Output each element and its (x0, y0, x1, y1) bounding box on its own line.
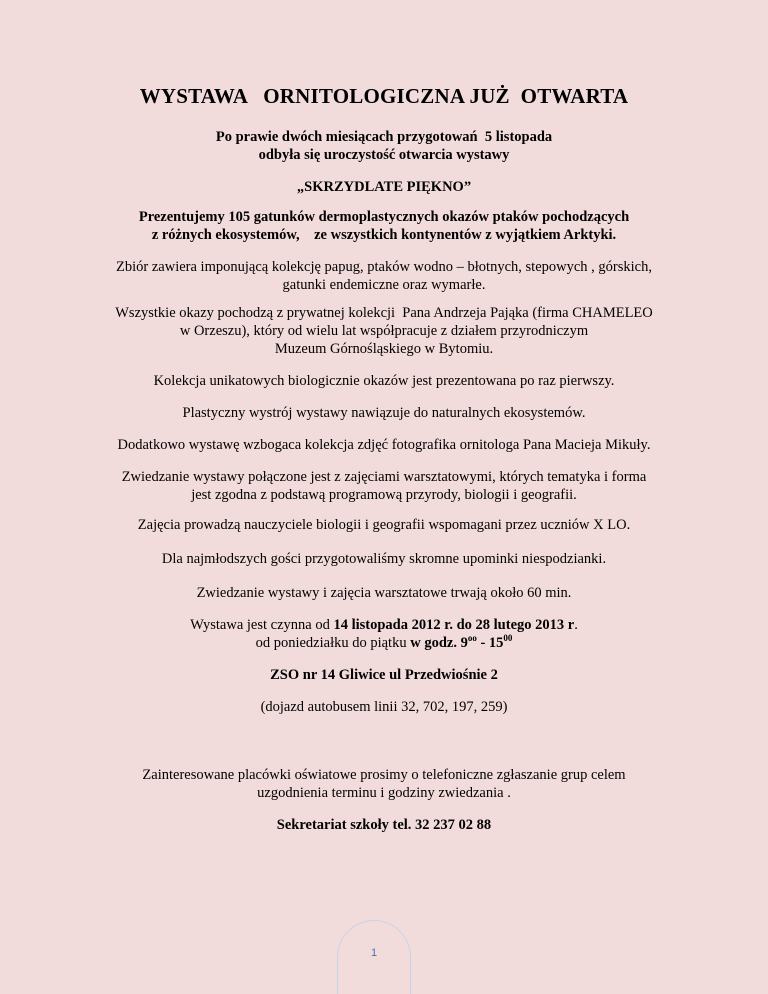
duration-paragraph: Zwiedzanie wystawy i zajęcia warsztatowe trwają około 60 min. (196, 585, 572, 601)
page-number: 1 (337, 920, 411, 994)
origin-line-1: Wszystkie okazy pochodzą z prywatnej kolekcji Pana Andrzeja Pająka (firma CHAMELEO (115, 305, 653, 321)
collection-paragraph (60, 258, 708, 294)
schedule-paragraph (60, 616, 708, 652)
gifts-paragraph: Dla najmłodszych gości przygotowaliśmy skromne upominki niespodzianki. (161, 551, 607, 567)
schedule-hours-end-sup: 00 (503, 633, 513, 644)
species-paragraph (60, 208, 708, 244)
schedule-hours-start-sup: oo (467, 633, 477, 644)
schedule-line-2 (60, 634, 708, 652)
schedule-days: od poniedziałku do piątku (255, 635, 411, 651)
teachers-paragraph: Zajęcia prowadzą nauczyciele biologii i geografii wspomagani przez uczniów X LO. (137, 517, 631, 533)
unique-paragraph: Kolekcja unikatowych biologicznie okazów jest prezentowana po raz pierwszy. (153, 373, 615, 389)
transport-note: (dojazd autobusem linii 32, 702, 197, 259) (260, 699, 508, 715)
school-phone: Sekretariat szkoły tel. 32 237 02 88 (276, 817, 492, 833)
schedule-period: . (574, 617, 578, 633)
decor-paragraph: Plastyczny wystrój wystawy nawiązuje do naturalnych ekosystemów. (182, 405, 586, 421)
schedule-dates: 14 listopada 2012 r. do 28 lutego 2013 r (333, 617, 575, 633)
species-line-1: Prezentujemy 105 gatunków dermoplastycznych okazów ptaków pochodzących (138, 209, 630, 225)
origin-line-2: w Orzeszu), który od wielu lat współpracuje z działem przyrodniczym (179, 323, 589, 339)
schedule-prefix: Wystawa jest czynna od (190, 617, 334, 633)
intro-line-2: odbyła się uroczystość otwarcia wystawy (258, 147, 510, 163)
origin-line-3: Muzeum Górnośląskiego w Bytomiu. (274, 341, 494, 357)
address: ZSO nr 14 Gliwice ul Przedwiośnie 2 (270, 667, 498, 683)
page-title: WYSTAWA ORNITOLOGICZNA JUŻ OTWARTA (139, 84, 629, 108)
photos-paragraph: Dodatkowo wystawę wzbogaca kolekcja zdjęć fotografika ornitologa Pana Macieja Mikuły. (117, 437, 651, 453)
workshops-paragraph (60, 468, 708, 504)
workshops-line-1: Zwiedzanie wystawy połączone jest z zajęciami warsztatowymi, których tematyka i forma (121, 469, 647, 485)
intro-paragraph (60, 128, 708, 164)
intro-line-1: Po prawie dwóch miesiącach przygotowań 5 listopada (215, 129, 553, 145)
exhibition-name: „SKRZYDLATE PIĘKNO” (296, 179, 472, 195)
collection-line-1: Zbiór zawiera imponującą kolekcję papug, ptaków wodno – błotnych, stepowych , górskich, (116, 259, 652, 275)
contact-paragraph (60, 766, 708, 802)
species-line-2: z różnych ekosystemów, ze wszystkich kontynentów z wyjątkiem Arktyki. (151, 227, 617, 243)
schedule-line-1 (60, 616, 708, 634)
contact-line-1: Zainteresowane placówki oświatowe prosimy o telefoniczne zgłaszanie grup celem (142, 767, 626, 783)
schedule-hours-prefix: w godz. 9 (410, 635, 468, 651)
schedule-hours-sep: - 15 (476, 635, 504, 651)
collection-line-2: gatunki endemiczne oraz wymarłe. (282, 277, 486, 293)
workshops-line-2: jest zgodna z podstawą programową przyrody, biologii i geografii. (191, 487, 577, 503)
origin-paragraph (60, 304, 708, 358)
contact-line-2: uzgodnienia terminu i godziny zwiedzania . (257, 785, 511, 801)
